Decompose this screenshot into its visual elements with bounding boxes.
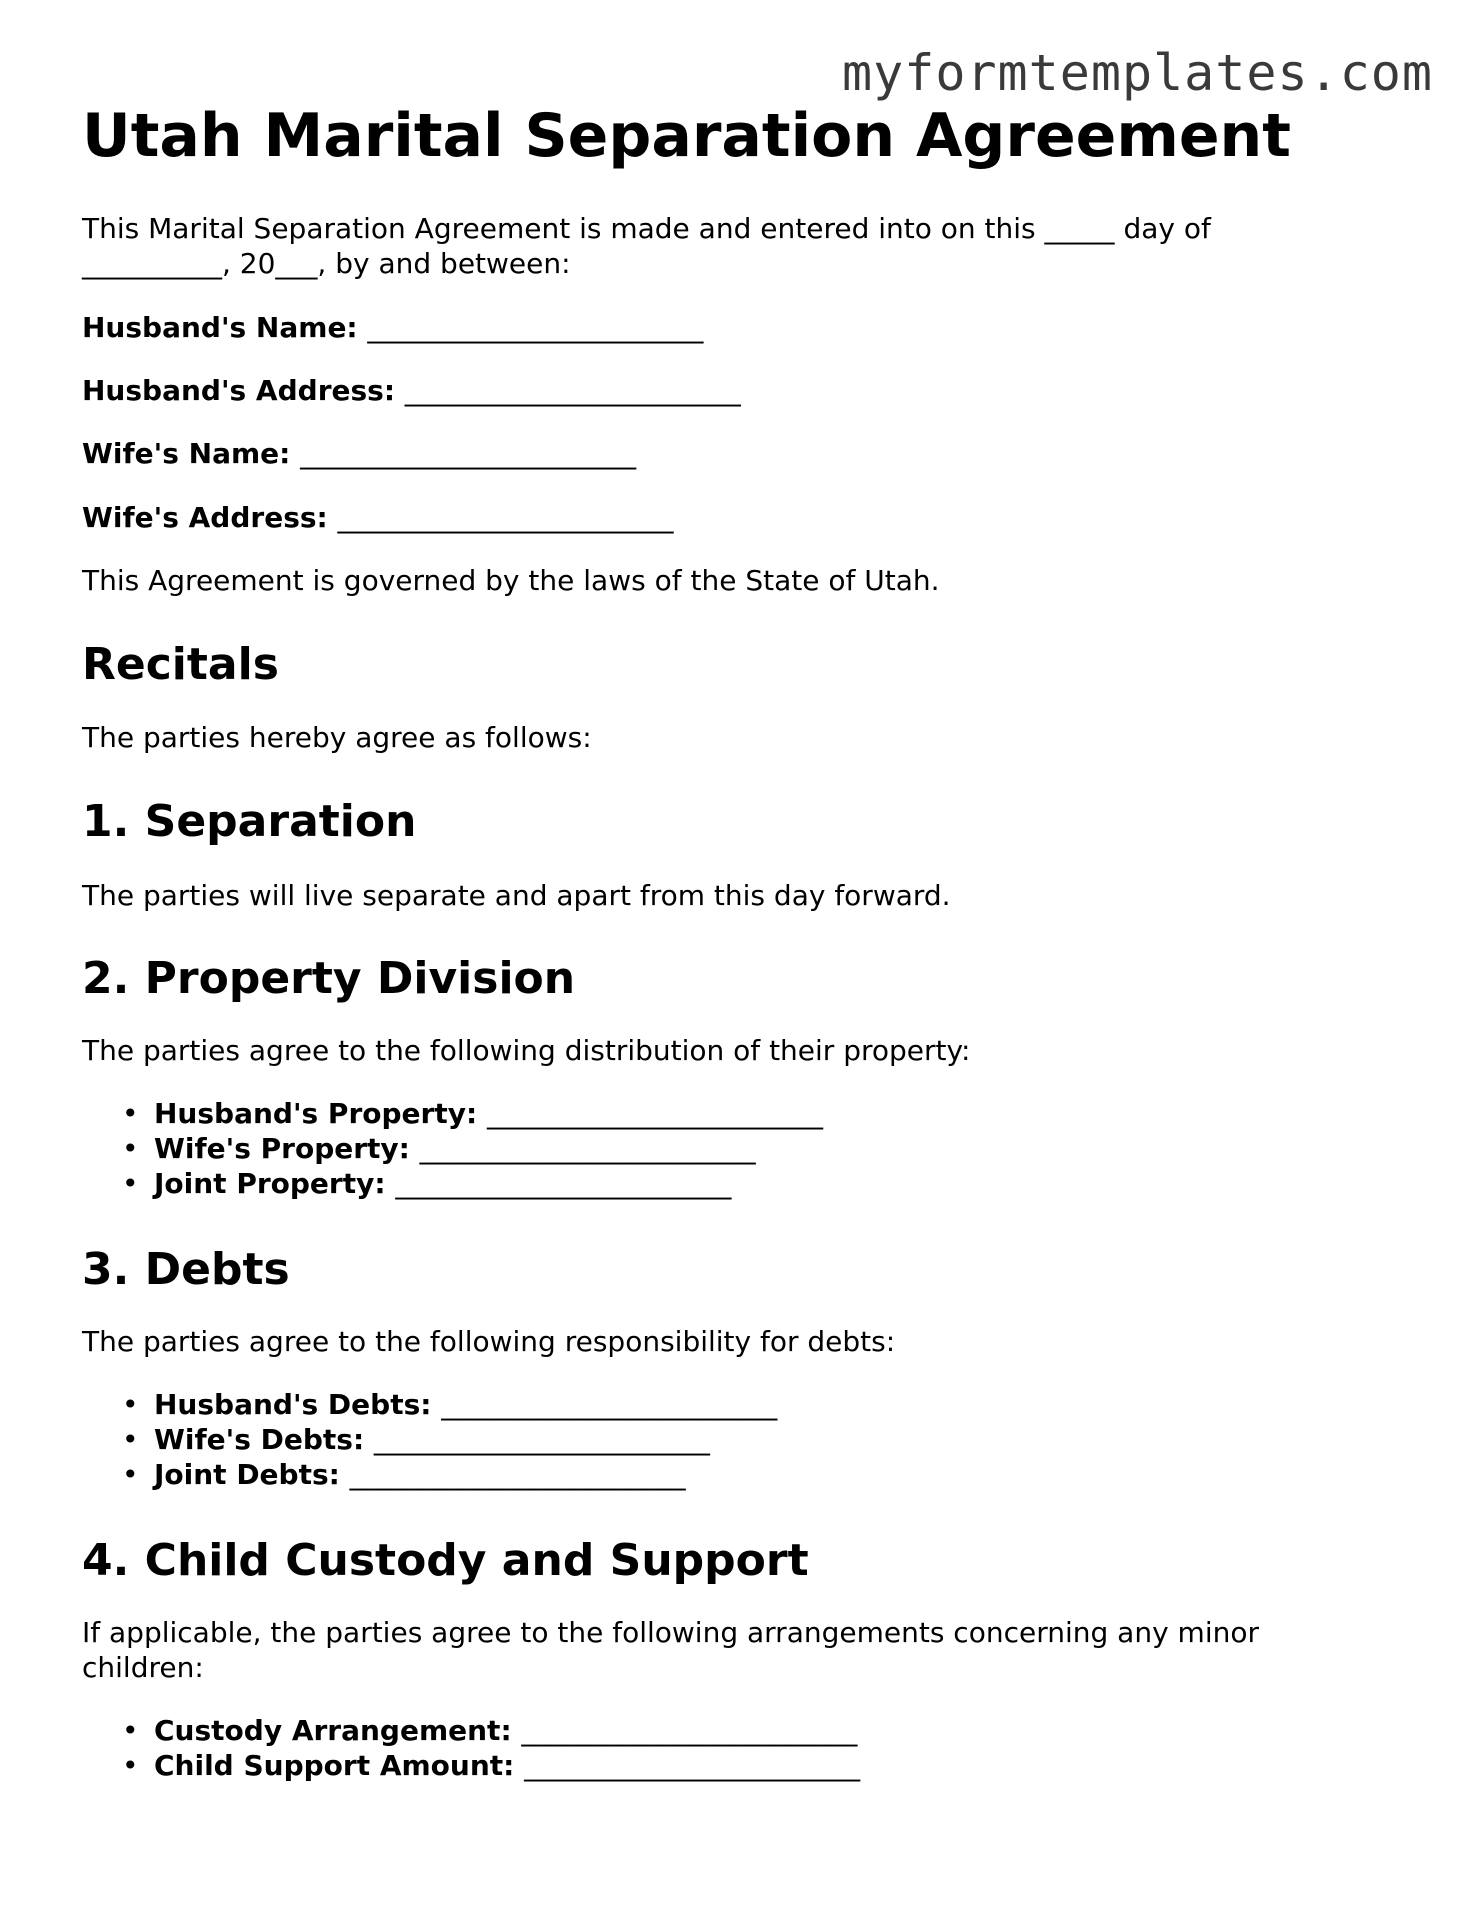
field-label: Joint Debts: — [154, 1458, 340, 1491]
section-separation-text: The parties will live separate and apart from this day forward. — [82, 879, 951, 912]
field-label: Husband's Address: — [82, 374, 396, 407]
fill-in-blank: ________________________ — [441, 1388, 778, 1421]
field-label: Wife's Name: — [82, 437, 291, 470]
debts-list — [82, 1387, 777, 1492]
list-item — [154, 1422, 777, 1457]
fill-in-blank: ________________________ — [367, 311, 704, 344]
fill-in-blank: ________________________ — [404, 374, 741, 407]
field-label: Wife's Property: — [154, 1132, 410, 1165]
fill-in-blank: ________________________ — [337, 501, 674, 534]
section-debts-text: The parties agree to the following responsibility for debts: — [82, 1325, 896, 1358]
field-label: Husband's Debts: — [154, 1388, 432, 1421]
list-item — [154, 1166, 823, 1201]
field-label: Joint Property: — [154, 1167, 386, 1200]
field-label: Custody Arrangement: — [154, 1714, 512, 1747]
husband-address-field — [82, 373, 741, 408]
field-label: Wife's Address: — [82, 501, 328, 534]
section-separation-heading: 1. Separation — [82, 796, 417, 847]
recitals-text: The parties hereby agree as follows: — [82, 721, 592, 754]
section-property-text: The parties agree to the following distribution of their property: — [82, 1034, 971, 1067]
field-label: Husband's Name: — [82, 311, 358, 344]
list-item — [154, 1387, 777, 1422]
fill-in-blank: ________________________ — [419, 1132, 756, 1165]
document-title: Utah Marital Separation Agreement — [82, 101, 1291, 171]
field-label: Wife's Debts: — [154, 1423, 365, 1456]
property-list — [82, 1096, 823, 1201]
list-item — [154, 1713, 860, 1748]
field-label: Husband's Property: — [154, 1097, 478, 1130]
wife-address-field — [82, 500, 673, 535]
list-item — [154, 1131, 823, 1166]
governing-law-text: This Agreement is governed by the laws of the State of Utah. — [82, 564, 940, 597]
list-item — [154, 1457, 777, 1492]
fill-in-blank: ________________________ — [300, 437, 637, 470]
field-label: Child Support Amount: — [154, 1749, 515, 1782]
husband-name-field — [82, 310, 703, 345]
wife-name-field — [82, 436, 636, 471]
section-property-heading: 2. Property Division — [82, 953, 576, 1004]
fill-in-blank: ________________________ — [349, 1458, 686, 1491]
fill-in-blank: ________________________ — [524, 1749, 861, 1782]
fill-in-blank: ________________________ — [373, 1423, 710, 1456]
list-item — [154, 1096, 823, 1131]
fill-in-blank: ________________________ — [395, 1167, 732, 1200]
section-custody-text: If applicable, the parties agree to the following arrangements concerning any minor children: — [82, 1616, 1259, 1684]
intro-paragraph: This Marital Separation Agreement is made and entered into on this _____ day of __________, 20___, by and between: — [82, 212, 1211, 280]
list-item — [154, 1748, 860, 1783]
section-custody-heading: 4. Child Custody and Support — [82, 1535, 809, 1586]
watermark: myformtemplates.com — [842, 44, 1433, 102]
recitals-heading: Recitals — [82, 639, 279, 690]
custody-list — [82, 1713, 860, 1783]
fill-in-blank: ________________________ — [486, 1097, 823, 1130]
fill-in-blank: ________________________ — [521, 1714, 858, 1747]
section-debts-heading: 3. Debts — [82, 1244, 290, 1295]
